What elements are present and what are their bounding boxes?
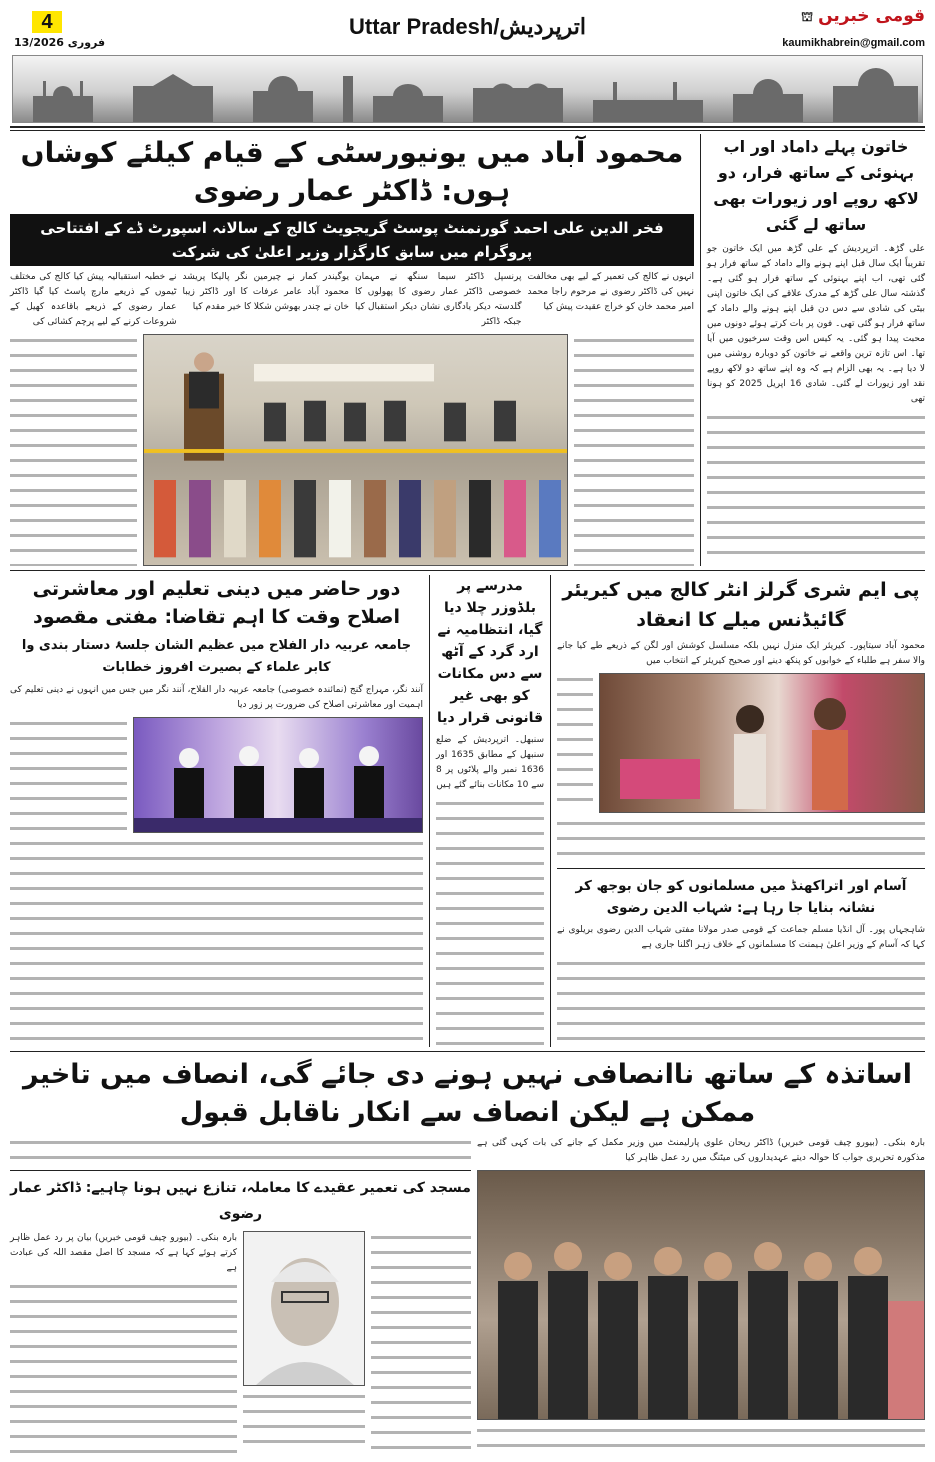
main-story-columns (10, 270, 694, 330)
assam-body: شاہجہاں پور۔ آل انڈیا مسلم جماعت کے قومی صدر مولانا مفتی شہاب الدین رضوی بریلوی نے کہا کہ آسام کے وزیر اعلیٰ ہیمنت کا مسلمانوں کے خلاف زہر اگلنا جاری ہے (557, 925, 925, 950)
teachers-story (477, 1136, 925, 1454)
monuments-banner-image (12, 55, 923, 123)
main-photo-row (10, 334, 694, 566)
newspaper-logo (730, 6, 925, 27)
section-rule (10, 570, 925, 571)
side-story-body-continued (707, 411, 925, 566)
main-story-col-4: نے خطبہ استقبالیہ پیش کیا کالج کی مختلف ٹیموں کے ذریعے مارچ پاسٹ کیا گیا ڈاکٹر عمار رضوی کے ذریعے باقاعدہ کھیل کے شروعات کرنے کے لیے پرچم کشائی کی (10, 272, 177, 327)
main-story-text (574, 334, 694, 566)
column-divider (550, 575, 551, 1047)
madrasa-headline: دور حاضر میں دینی تعلیم اور معاشرتی اصلاح وقت کا اہم تقاضا: مفتی مقصود (32, 578, 401, 628)
madrasa-text (10, 717, 127, 833)
page-number: 4 (32, 11, 62, 33)
page-header (10, 0, 925, 55)
section-rule (10, 1170, 471, 1171)
madrasa-text (10, 837, 423, 1047)
main-story-col-1: انہوں نے کالج کی تعمیر کے لیے بھی مخالفت نہیں کی ڈاکٹر رضوی نے مرحوم راجا محمد امیر محمد خان کو خراج عقیدت پیش کیا (527, 272, 694, 312)
assam-text (557, 957, 925, 1047)
main-subheadline: فخر الدین علی احمد گورنمنٹ پوسٹ گریجویٹ کالج کے سالانہ اسپورٹ ڈے کے افتتاحی پروگرام میں سابق کارگزار وزیر اعلیٰ کی شرکت (10, 214, 694, 266)
side-story (707, 134, 925, 566)
header-rule (10, 126, 925, 131)
career-fair-text (557, 673, 593, 813)
madrasa-subheadline: جامعہ عربیہ دار الفلاح میں عظیم الشان جلسۂ دستار بندی وا کابر علماء کے بصیرت افروز خطابات (21, 638, 412, 675)
logo-emblem-icon: ⛫ (801, 10, 814, 25)
teachers-meeting-photo (477, 1170, 925, 1420)
bottom-band (10, 1136, 925, 1454)
teachers-body: بارہ بنکی۔ (بیورو چیف قومی خبریں) ڈاکٹر ریحان علوی پارلیمنٹ میں وزیر مکمل کے جانے کی بات کہی گئی ہے مذکورہ تحریری جواب کا حوالہ دیتے عہدیداروں کی میٹنگ میں رد عمل ظاہر کیا (477, 1138, 925, 1163)
middle-band (10, 575, 925, 1047)
madrasa-story (10, 575, 423, 1047)
side-story-headline: خاتون پہلے داماد اور اب بہنوئی کے ساتھ فرار، دو لاکھ روپے اور زیورات بھی ساتھ لے گئی (713, 137, 919, 234)
career-fair-text (557, 817, 925, 862)
assam-headline: آسام اور اتراکھنڈ میں مسلمانوں کو جان بوجھ کر نشانہ بنایا جا رہا ہے: شہاب الدین رضوی (575, 878, 907, 916)
left-bottom (10, 1136, 471, 1454)
main-story (10, 134, 694, 566)
bulldozer-headline: مدرسے پر بلڈوزر چلا دیا گیا، انتظامیہ نے ارد گرد کے آٹھ سے دس مکانات کو بھی غیر قانونی قرار دیا (436, 578, 544, 726)
career-fair-photo (599, 673, 925, 813)
logo-text: قومی خبریں (818, 6, 925, 26)
bulldozer-text (436, 797, 544, 1047)
mosque-text-col (10, 1231, 237, 1454)
top-band (10, 134, 925, 566)
mosque-headline: مسجد کی تعمیر عقیدے کا معاملہ، تنازع نہیں ہونا چاہیے: ڈاکٹر عمار رضوی (10, 1180, 471, 1222)
teachers-text (10, 1136, 471, 1166)
sports-day-event-photo (143, 334, 568, 566)
career-photo-row (557, 673, 925, 813)
mosque-body: بارہ بنکی۔ (بیورو چیف قومی خبریں) بیان پر رد عمل ظاہر کرتے ہوئے کہا ہے کہ مسجد کا اصل مقصد اللہ کی عبادت ہے (10, 1233, 237, 1273)
mosque-columns (10, 1231, 471, 1454)
main-headline: محمود آباد میں یونیورسٹی کے قیام کیلئے کوشاں ہوں: ڈاکٹر عمار رضوی (20, 136, 684, 207)
mosque-text (243, 1390, 365, 1454)
side-story-body: علی گڑھ۔ اترپردیش کے علی گڑھ میں ایک خاتون جو تقریباً ایک سال قبل اپنے ہونے والے داماد کے ساتھ فرار ہو گئی تھی، اب اپنے بہنوئی کے ساتھ فرار ہو گئی ہے۔ گذشتہ سال علی گڑھ کے مدرک علاقے کی ایک خاتون اپنی بیٹی کی شادی سے دس دن قبل اپنے ہونے والے داماد کے ساتھ فرار ہو گئی تھی۔ فون پر بات کرتے ہوئے دونوں میں محبت پیدا ہو گئی۔ یہ کیس اس وقت سرخیوں میں آیا تھا۔ اس تازہ ترین واقعے نے خاتون کو دوبارہ روشنی میں لا دیا ہے۔ یہ بھی الزام ہے کہ وہ اپنے ساتھ دو لاکھ روپے نقد اور زیورات لے گئی۔ شادی 16 اپریل 2025 کو ہونا تھی (707, 244, 926, 404)
mosque-text (10, 1280, 237, 1454)
column-divider (700, 134, 701, 566)
graduation-ceremony-photo (133, 717, 423, 833)
career-fair-headline: پی ایم شری گرلز انٹر کالج میں کیریئر گائیڈنس میلے کا انعقاد (562, 579, 920, 631)
bulldozer-body: سنبھل۔ اترپردیش کے ضلع سنبھل کے مطابق 1635 اور 1636 نمبر والے پلاٹوں پر 8 سے 10 مکانات بنائے گئے ہیں (436, 735, 544, 790)
issue-date: 13/فروری 2026 (14, 36, 106, 49)
main-story-text (10, 334, 137, 566)
contact-email[interactable]: kaumikhabrein@gmail.com (782, 37, 925, 49)
bulldozer-story (436, 575, 544, 1047)
section-rule (557, 868, 925, 869)
right-stories (557, 575, 925, 1047)
teachers-text (477, 1424, 925, 1454)
madrasa-body: آنند نگر، مہراج گنج (نمائندہ خصوصی) جامعہ عربیہ دار الفلاح، آنند نگر میں جس میں انہوں نے دینی تعلیم کی اہمیت اور معاشرتی اصلاح کی ضرورت پر زور دیا (10, 685, 423, 710)
teachers-headline: اساتذہ کے ساتھ ناانصافی نہیں ہونے دی جائے گی، انصاف میں تاخیر ممکن ہے لیکن انصاف سے انکار ناقابل قبول (23, 1059, 912, 1128)
section-rule (10, 1051, 925, 1052)
teachers-text (371, 1231, 471, 1454)
madrasa-photo-row (10, 717, 423, 833)
career-fair-body: محمود آباد سیتاپور۔ کیریئر ایک منزل نہیں بلکہ مسلسل کوشش اور لگن کے ذریعے طے کیا جانے والا سفر ہے طلباء کے خوابوں کو پنکھ دینے اور صحیح کیریئر کے انتخاب میں (557, 641, 925, 666)
main-story-col-2: پرنسپل ڈاکٹر سیما سنگھ نے مہمان خصوصی ڈاکٹر عمار رضوی کا پھولوں کا گلدستہ دیکر یادگاری نشان دیکر استقبال کیا جبکہ ڈاکٹر (355, 272, 522, 327)
section-title: Uttar Pradesh/اترپردیش (349, 14, 586, 39)
column-divider (429, 575, 430, 1047)
mosque-portrait-col (243, 1231, 365, 1454)
main-story-col-3: یوگیندر کمار نے چیرمین نگر پالیکا پریشد محمود آباد عامر عرفات کا اور ڈاکٹر زیبا خان نے چندر بھوشن شکلا کا خیر مقدم کیا (182, 272, 349, 312)
dr-ammar-rizvi-portrait (243, 1231, 365, 1386)
